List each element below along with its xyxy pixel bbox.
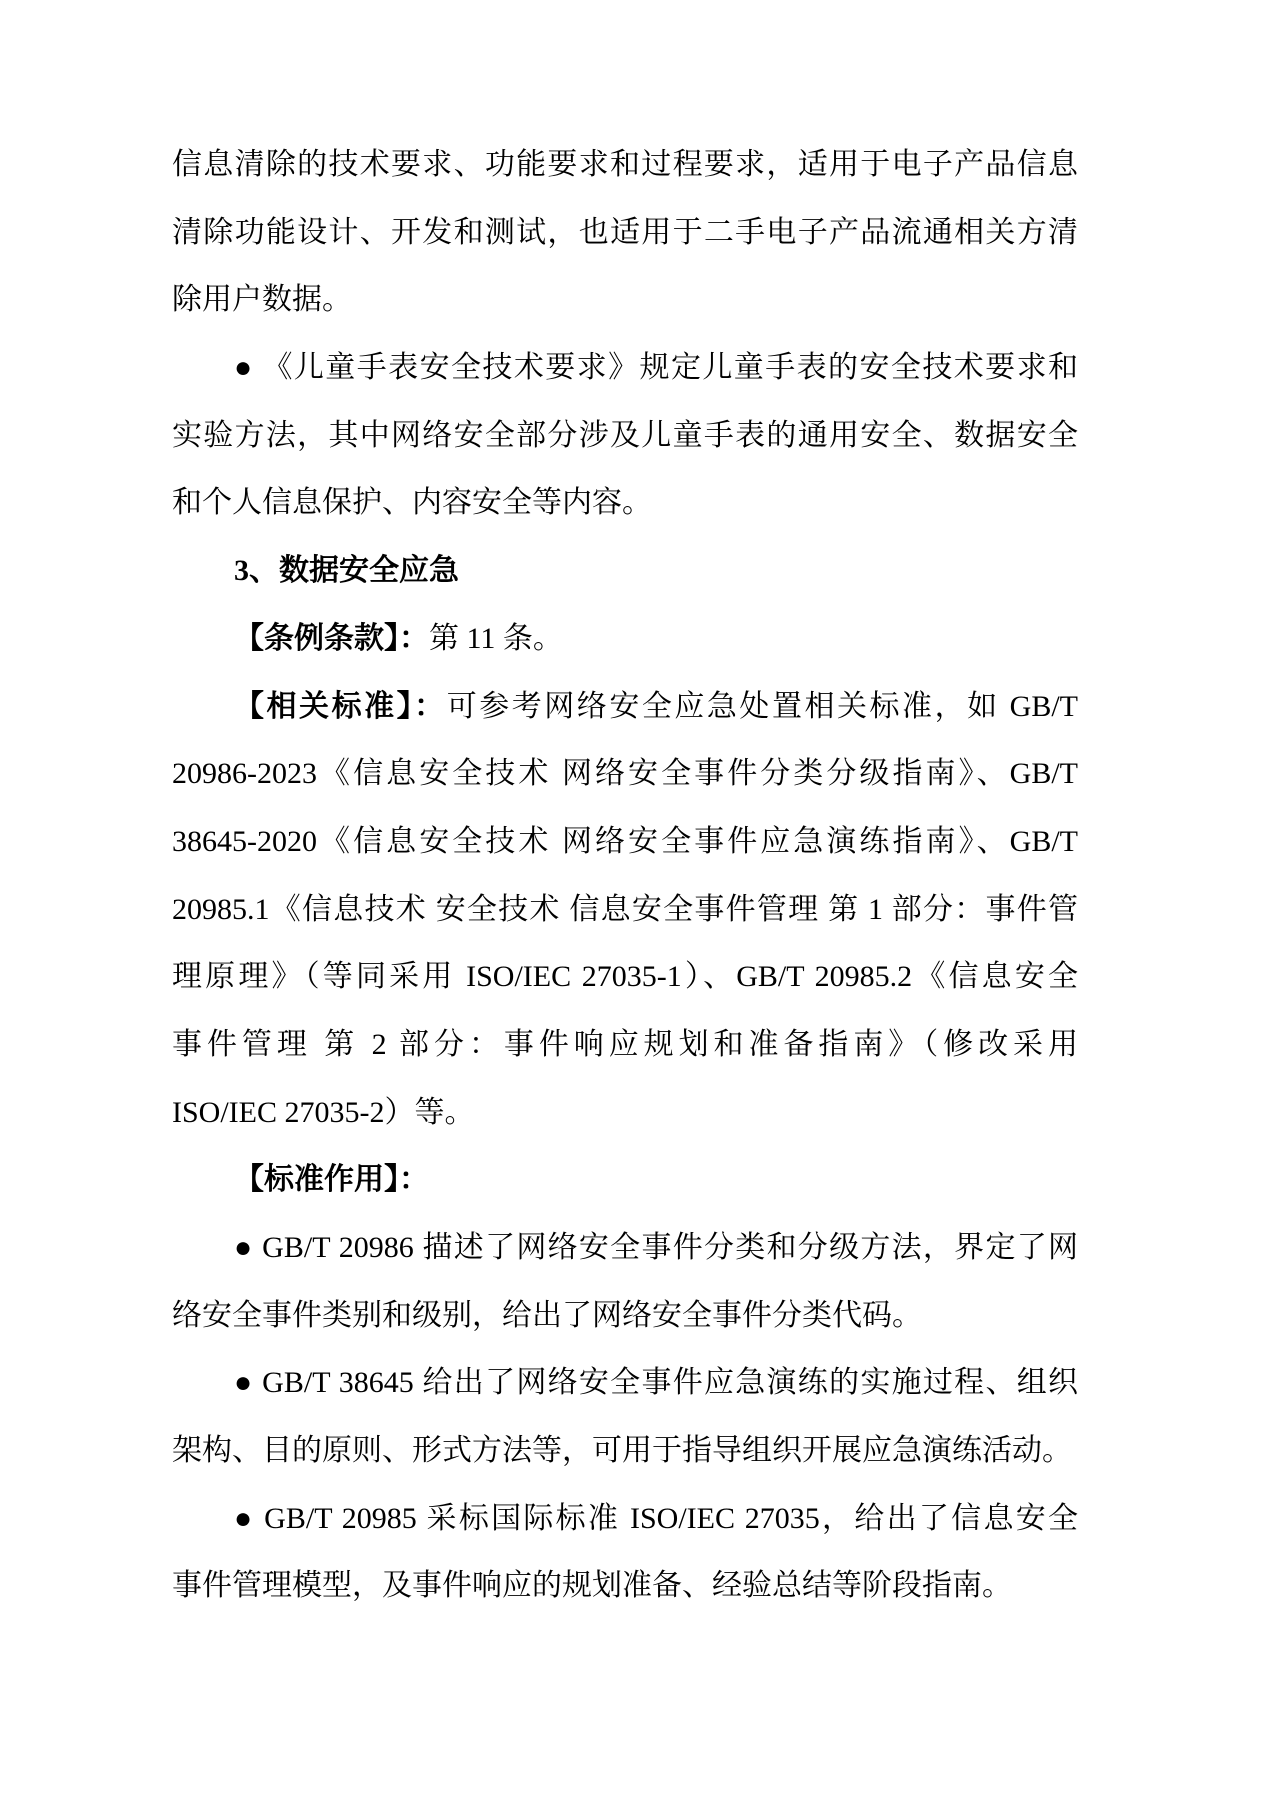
text-run: 络安全事件类别和级别，给出了网络安全事件分类代码。 [172, 1298, 922, 1332]
paragraph-line [172, 1552, 1078, 1620]
text-run: 实验方法，其中网络安全部分涉及儿童手表的通用安全、数据安全 [172, 418, 1078, 452]
paragraph-line [172, 876, 1078, 944]
related-standards-label: 【相关标准】： [234, 689, 447, 723]
section-heading-line [172, 1146, 1078, 1214]
text-run: GB/T 38645 给出了网络安全事件应急演练的实施过程、组织 [253, 1366, 1079, 1400]
paragraph-line [172, 1079, 1078, 1147]
text-run: 可参考网络安全应急处置相关标准，如 GB/T [446, 689, 1078, 723]
bullet-line [172, 1485, 1078, 1553]
paragraph-info-clearing [172, 131, 1078, 334]
document-body [172, 131, 1078, 1620]
paragraph-line [172, 1282, 1078, 1350]
bullet-item-children-watch [172, 334, 1078, 537]
paragraph-clause-reference [172, 605, 1078, 673]
text-run: 信息清除的技术要求、功能要求和过程要求，适用于电子产品信息 [172, 148, 1078, 181]
standards-role-label: 【标准作用】： [234, 1163, 429, 1197]
bullet-dot-icon: ● [234, 1231, 254, 1264]
bullet-item-gbt-20985 [172, 1485, 1078, 1620]
text-run: 架构、目的原则、形式方法等，可用于指导组织开展应急演练活动。 [172, 1434, 1072, 1468]
section-heading-text: 3、数据安全应急 [234, 554, 459, 588]
text-run: 事件管理模型，及事件响应的规划准备、经验总结等阶段指南。 [172, 1569, 1012, 1603]
bullet-item-gbt-20986 [172, 1214, 1078, 1349]
paragraph-line [172, 402, 1078, 470]
paragraph-line [172, 1011, 1078, 1079]
section-heading-line [172, 537, 1078, 605]
paragraph-line [172, 808, 1078, 876]
related-standards-line [172, 673, 1078, 741]
text-run: GB/T 20985 采标国际标准 ISO/IEC 27035，给出了信息安全 [254, 1501, 1078, 1535]
text-run: GB/T 20986 描述了网络安全事件分类和分级方法，界定了网 [253, 1231, 1079, 1264]
paragraph-related-standards [172, 673, 1078, 1147]
paragraph-line [172, 740, 1078, 808]
text-run: ISO/IEC 27035-2）等。 [172, 1095, 475, 1129]
paragraph-line [172, 266, 1078, 334]
paragraph-line [172, 1417, 1078, 1485]
text-run: 20986-2023《信息安全技术 网络安全事件分类分级指南》、GB/T [172, 757, 1078, 791]
bullet-dot-icon: ● [234, 1501, 255, 1535]
section-heading-data-security-emergency [172, 537, 1078, 605]
clause-line [172, 605, 1078, 673]
bullet-dot-icon: ● [234, 1366, 254, 1400]
text-run: 《儿童手表安全技术要求》规定儿童手表的安全技术要求和 [253, 351, 1078, 385]
text-run: 20985.1《信息技术 安全技术 信息安全事件管理 第 1 部分：事件管 [172, 892, 1078, 926]
bullet-dot-icon: ● [234, 351, 254, 385]
paragraph-line [172, 943, 1078, 1011]
text-run: 理原理》（等同采用 ISO/IEC 27035-1）、GB/T 20985.2《信息安全 [172, 960, 1078, 994]
bullet-item-gbt-38645 [172, 1349, 1078, 1484]
text-run: 38645-2020《信息安全技术 网络安全事件应急演练指南》、GB/T [172, 824, 1078, 858]
clause-label: 【条例条款】： [234, 621, 429, 655]
paragraph-line [172, 131, 1078, 199]
text-run: 清除功能设计、开发和测试，也适用于二手电子产品流通相关方清 [172, 215, 1078, 249]
text-run: 和个人信息保护、内容安全等内容。 [172, 486, 652, 520]
clause-value: 第 11 条。 [429, 621, 563, 655]
section-heading-standards-role [172, 1146, 1078, 1214]
bullet-line [172, 1214, 1078, 1282]
text-run: 事件管理 第 2 部分：事件响应规划和准备指南》（修改采用 [172, 1027, 1078, 1061]
bullet-line [172, 334, 1078, 402]
text-run: 除用户数据。 [172, 283, 352, 317]
paragraph-line [172, 199, 1078, 267]
paragraph-line [172, 469, 1078, 537]
bullet-line [172, 1349, 1078, 1417]
